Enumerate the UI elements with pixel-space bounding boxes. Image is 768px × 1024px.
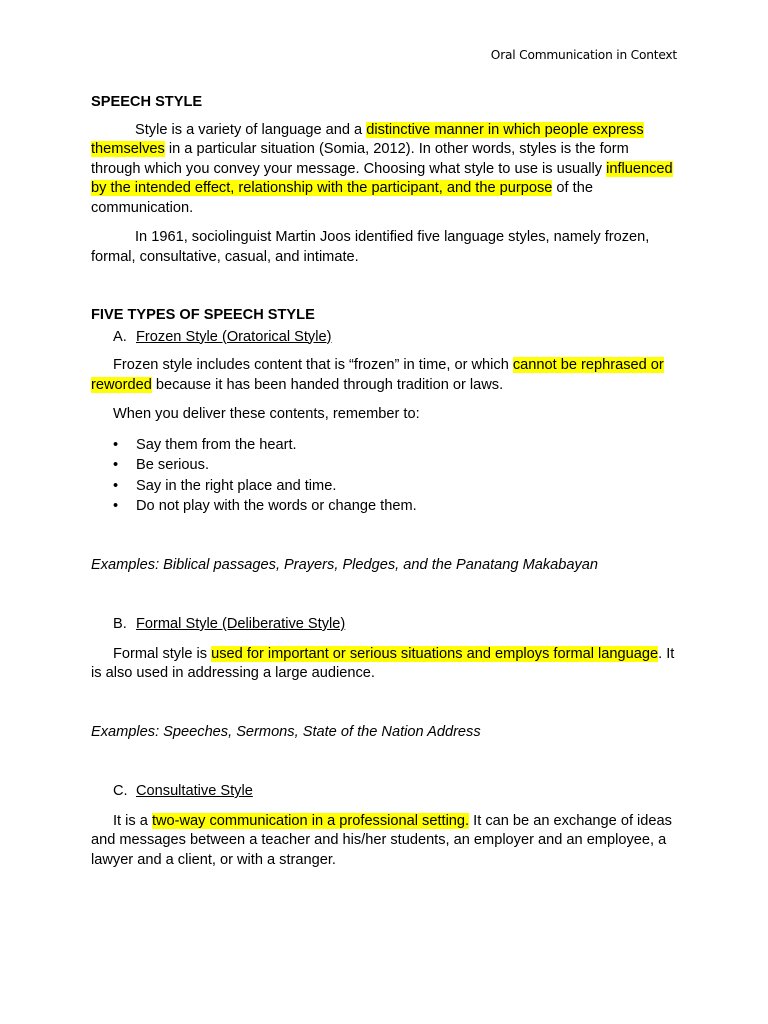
highlighted-text: influenced by the intended effect, relationship with the participant, and the purpose: [91, 160, 673, 196]
bullet-icon: •: [113, 457, 119, 473]
examples-frozen: Examples: Biblical passages, Prayers, Pledges, and the Panatang Makabayan: [91, 556, 599, 573]
running-header: Oral Communication in Context: [490, 48, 677, 62]
text-run: because it has been handed through tradition or laws.: [151, 376, 504, 393]
document-body: [91, 93, 681, 870]
text-run: Style is a variety of language and a: [135, 121, 367, 138]
list-item-text: Say them from the heart.: [136, 436, 297, 453]
highlighted-text: used for important or serious situations and employs formal language: [211, 645, 659, 662]
subheading-title: Consultative Style: [136, 783, 253, 799]
list-item-text: Be serious.: [136, 457, 210, 473]
list-item-text: Do not play with the words or change them.: [136, 498, 417, 514]
bullet-icon: •: [113, 477, 119, 494]
list-item-text: Say in the right place and time.: [136, 477, 337, 494]
frozen-bullet-list: [91, 435, 681, 517]
list-letter: A.: [113, 328, 127, 345]
list-item: [113, 435, 681, 456]
section-heading-speech-style: SPEECH STYLE: [91, 94, 203, 110]
highlighted-text: cannot be rephrased or reworded: [91, 357, 664, 393]
text-run: Frozen style includes content that is “frozen” in time, or which: [113, 357, 513, 373]
text-run: It is a: [113, 812, 152, 829]
subheading-consultative-style: [91, 782, 681, 802]
text-run: . It is also used in addressing a large audience.: [91, 645, 675, 681]
bullet-icon: •: [113, 498, 119, 514]
list-item: [113, 455, 681, 476]
list-item: [113, 496, 681, 517]
subheading-frozen-style: [91, 328, 681, 348]
paragraph-frozen-intro: When you deliver these contents, remember to:: [113, 406, 420, 422]
subheading-title: Frozen Style (Oratorical Style): [136, 328, 332, 345]
text-run: It can be an exchange of ideas and messages between a teacher and his/her students, an employer and an employee, a lawyer and a client, or with a stranger.: [91, 812, 672, 868]
paragraph-style-definition: [91, 121, 681, 219]
paragraph-frozen-definition: [91, 356, 681, 395]
section-heading-five-types: FIVE TYPES OF SPEECH STYLE: [91, 307, 315, 323]
subheading-title: Formal Style (Deliberative Style): [136, 616, 346, 632]
subheading-formal-style: [91, 615, 681, 635]
text-run: of the communication.: [91, 180, 593, 216]
examples-formal: Examples: Speeches, Sermons, State of the Nation Address: [91, 723, 481, 740]
list-letter: B.: [113, 616, 127, 632]
highlighted-text: distinctive manner in which people express themselves: [91, 121, 644, 157]
paragraph-formal-definition: [91, 645, 681, 684]
paragraph-martin-joos: In 1961, sociolinguist Martin Joos identified five language styles, namely frozen, formal, consultative, casual, and intimate.: [91, 229, 650, 265]
list-letter: C.: [113, 783, 128, 799]
text-run: in a particular situation (Somia, 2012). In other words, styles is the form through which you convey your message. Choosing what style to use is usually: [91, 141, 629, 177]
text-run: Formal style is: [113, 645, 212, 662]
paragraph-consultative-definition: [91, 812, 681, 871]
highlighted-text: two-way communication in a professional setting.: [151, 812, 470, 829]
list-item: [113, 476, 681, 497]
bullet-icon: •: [113, 436, 119, 453]
